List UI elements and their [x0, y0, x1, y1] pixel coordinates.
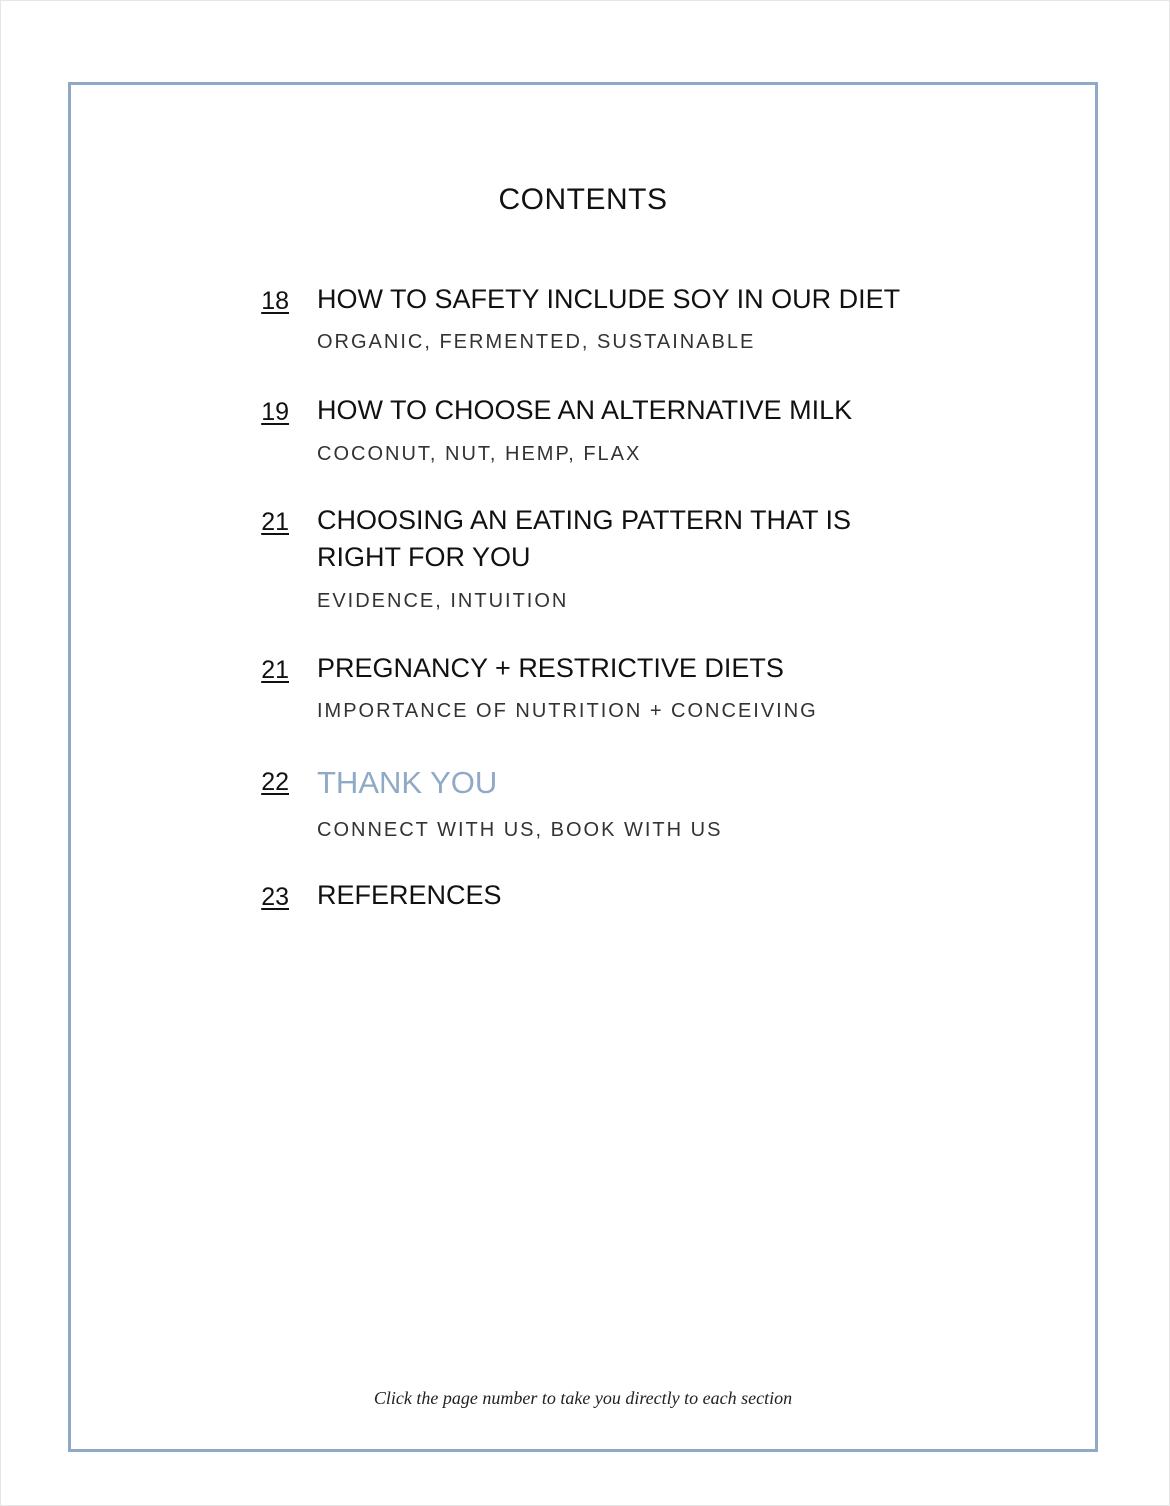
toc-subtitle: IMPORTANCE OF NUTRITION + CONCEIVING	[317, 700, 818, 722]
page-link-18[interactable]: 18	[261, 287, 289, 315]
page-link-21b[interactable]: 21	[261, 656, 289, 684]
toc-heading: PREGNANCY + RESTRICTIVE DIETS	[317, 653, 784, 683]
toc-subtitle: CONNECT WITH US, BOOK WITH US	[317, 819, 723, 841]
toc-subtitle: ORGANIC, FERMENTED, SUSTAINABLE	[317, 331, 756, 353]
page-link-21[interactable]: 21	[261, 508, 289, 536]
toc-heading: CHOOSING AN EATING PATTERN THAT IS RIGHT FOR YOU	[317, 505, 852, 572]
page-link-19[interactable]: 19	[261, 398, 289, 426]
toc-heading: HOW TO CHOOSE AN ALTERNATIVE MILK	[317, 395, 853, 425]
contents-frame	[68, 82, 1098, 1452]
page-link-22[interactable]: 22	[261, 768, 289, 796]
toc-heading: HOW TO SAFETY INCLUDE SOY IN OUR DIET	[317, 284, 901, 314]
page-title: CONTENTS	[498, 183, 668, 216]
toc-subtitle: EVIDENCE, INTUITION	[317, 590, 569, 612]
toc-heading-accent: THANK YOU	[317, 765, 498, 800]
toc-subtitle: COCONUT, NUT, HEMP, FLAX	[317, 443, 642, 465]
footer-note: Click the page number to take you directly to each section	[373, 1388, 793, 1408]
toc-heading: REFERENCES	[317, 880, 502, 910]
page-link-23[interactable]: 23	[261, 883, 289, 911]
